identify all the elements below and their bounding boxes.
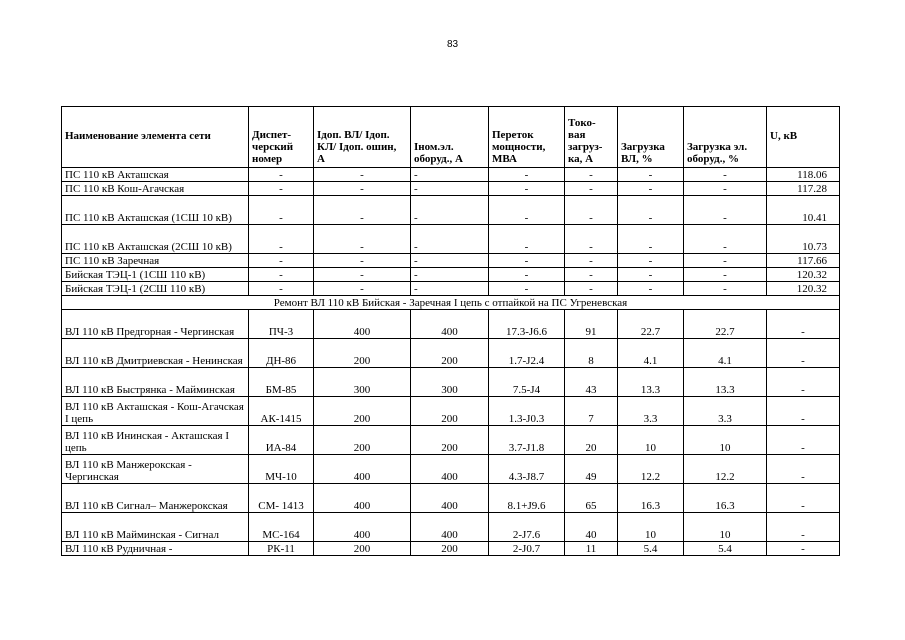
value-cell: -: [618, 182, 684, 196]
section-title-row: [62, 296, 840, 310]
value-cell: -: [684, 282, 767, 296]
power-flow-cell: 2-J0.7: [489, 542, 565, 556]
value-cell: -: [411, 268, 489, 282]
value-cell: -: [249, 282, 314, 296]
value-cell: -: [684, 196, 767, 225]
value-cell: -: [314, 168, 411, 182]
allowed-current-cell: 200: [314, 339, 411, 368]
dispatch-number-cell: РК-11: [249, 542, 314, 556]
table-row: [62, 484, 840, 513]
power-flow-cell: 1.7-J2.4: [489, 339, 565, 368]
value-cell: -: [684, 168, 767, 182]
element-name-cell: ВЛ 110 кВ Рудничная -: [62, 542, 249, 556]
value-cell: -: [618, 225, 684, 254]
equipment-load-cell: 4.1: [684, 339, 767, 368]
current-load-cell: 20: [565, 426, 618, 455]
voltage-cell: -: [767, 513, 840, 542]
table-row: [62, 513, 840, 542]
equipment-load-cell: 22.7: [684, 310, 767, 339]
table-row: [62, 426, 840, 455]
voltage-cell: -: [767, 426, 840, 455]
table-row: [62, 182, 840, 196]
dispatch-number-cell: ДН-86: [249, 339, 314, 368]
current-load-cell: 65: [565, 484, 618, 513]
element-name-cell: ВЛ 110 кВ Сигнал– Манжерокская: [62, 484, 249, 513]
element-name-cell: ВЛ 110 кВ Майминская - Сигнал: [62, 513, 249, 542]
header-equipment-load: Загрузка эл. оборуд., %: [684, 107, 767, 168]
rated-current-cell: 200: [411, 426, 489, 455]
value-cell: -: [249, 196, 314, 225]
table-row: [62, 196, 840, 225]
dispatch-number-cell: ИА-84: [249, 426, 314, 455]
voltage-cell: 10.73: [767, 225, 840, 254]
equipment-load-cell: 12.2: [684, 455, 767, 484]
element-name-cell: ПС 110 кВ Заречная: [62, 254, 249, 268]
equipment-load-cell: 10: [684, 426, 767, 455]
table-row: [62, 310, 840, 339]
element-name-cell: Бийская ТЭЦ-1 (2СШ 110 кВ): [62, 282, 249, 296]
header-voltage: U, кВ: [767, 107, 840, 168]
value-cell: -: [489, 282, 565, 296]
element-name-cell: ВЛ 110 кВ Манжерокская - Чергинская: [62, 455, 249, 484]
voltage-cell: -: [767, 368, 840, 397]
value-cell: -: [618, 168, 684, 182]
table-row: [62, 282, 840, 296]
element-name-cell: ВЛ 110 кВ Предгорная - Чергинская: [62, 310, 249, 339]
power-flow-cell: 17.3-J6.6: [489, 310, 565, 339]
line-load-cell: 16.3: [618, 484, 684, 513]
element-name-cell: ПС 110 кВ Акташская (1СШ 10 кВ): [62, 196, 249, 225]
table-row: [62, 368, 840, 397]
allowed-current-cell: 200: [314, 426, 411, 455]
equipment-load-cell: 10: [684, 513, 767, 542]
header-power-flow: Переток мощности, МВА: [489, 107, 565, 168]
value-cell: -: [489, 168, 565, 182]
header-current-load: Токо- вая загруз- ка, А: [565, 107, 618, 168]
value-cell: -: [249, 254, 314, 268]
element-name-cell: ПС 110 кВ Акташская: [62, 168, 249, 182]
rated-current-cell: 400: [411, 455, 489, 484]
line-load-cell: 4.1: [618, 339, 684, 368]
rated-current-cell: 400: [411, 310, 489, 339]
power-flow-cell: 3.7-J1.8: [489, 426, 565, 455]
table-row: [62, 254, 840, 268]
value-cell: -: [618, 282, 684, 296]
value-cell: -: [489, 182, 565, 196]
value-cell: -: [618, 196, 684, 225]
table-row: [62, 225, 840, 254]
value-cell: -: [411, 168, 489, 182]
dispatch-number-cell: СМ- 1413: [249, 484, 314, 513]
line-load-cell: 12.2: [618, 455, 684, 484]
value-cell: -: [565, 182, 618, 196]
element-name-cell: ВЛ 110 кВ Дмитриевская - Ненинская: [62, 339, 249, 368]
dispatch-number-cell: МЧ-10: [249, 455, 314, 484]
rated-current-cell: 400: [411, 484, 489, 513]
value-cell: -: [249, 182, 314, 196]
voltage-cell: 117.66: [767, 254, 840, 268]
element-name-cell: ПС 110 кВ Акташская (2СШ 10 кВ): [62, 225, 249, 254]
equipment-load-cell: 13.3: [684, 368, 767, 397]
current-load-cell: 11: [565, 542, 618, 556]
allowed-current-cell: 200: [314, 397, 411, 426]
allowed-current-cell: 200: [314, 542, 411, 556]
voltage-cell: 120.32: [767, 282, 840, 296]
header-row: [62, 107, 840, 168]
voltage-cell: -: [767, 339, 840, 368]
table-row: [62, 268, 840, 282]
line-load-cell: 5.4: [618, 542, 684, 556]
allowed-current-cell: 400: [314, 455, 411, 484]
allowed-current-cell: 400: [314, 484, 411, 513]
line-load-cell: 10: [618, 426, 684, 455]
value-cell: -: [489, 225, 565, 254]
value-cell: -: [489, 254, 565, 268]
current-load-cell: 43: [565, 368, 618, 397]
value-cell: -: [314, 182, 411, 196]
value-cell: -: [684, 182, 767, 196]
element-name-cell: ВЛ 110 кВ Быстрянка - Майминская: [62, 368, 249, 397]
value-cell: -: [684, 225, 767, 254]
rated-current-cell: 200: [411, 542, 489, 556]
rated-current-cell: 200: [411, 339, 489, 368]
value-cell: -: [411, 282, 489, 296]
line-load-cell: 13.3: [618, 368, 684, 397]
table-row: [62, 542, 840, 556]
value-cell: -: [565, 196, 618, 225]
page-number: 83: [446, 39, 459, 50]
power-flow-cell: 7.5-J4: [489, 368, 565, 397]
value-cell: -: [249, 268, 314, 282]
value-cell: -: [489, 196, 565, 225]
value-cell: -: [411, 196, 489, 225]
value-cell: -: [314, 225, 411, 254]
header-dispatch-number: Диспет- черский номер: [249, 107, 314, 168]
element-name-cell: Бийская ТЭЦ-1 (1СШ 110 кВ): [62, 268, 249, 282]
dispatch-number-cell: ПЧ-3: [249, 310, 314, 339]
current-load-cell: 40: [565, 513, 618, 542]
voltage-cell: 10.41: [767, 196, 840, 225]
power-flow-cell: 1.3-J0.3: [489, 397, 565, 426]
value-cell: -: [565, 225, 618, 254]
current-load-cell: 49: [565, 455, 618, 484]
voltage-cell: -: [767, 484, 840, 513]
value-cell: -: [565, 254, 618, 268]
rated-current-cell: 400: [411, 513, 489, 542]
voltage-cell: 118.06: [767, 168, 840, 182]
value-cell: -: [565, 282, 618, 296]
voltage-cell: 120.32: [767, 268, 840, 282]
rated-current-cell: 200: [411, 397, 489, 426]
value-cell: -: [411, 182, 489, 196]
section-title: Ремонт ВЛ 110 кВ Бийская - Заречная I цепь с отпайкой на ПС Угреневская: [62, 296, 840, 310]
allowed-current-cell: 400: [314, 513, 411, 542]
value-cell: -: [565, 268, 618, 282]
rated-current-cell: 300: [411, 368, 489, 397]
header-allowed-current: Iдоп. ВЛ/ Iдоп. КЛ/ Iдоп. ошин, А: [314, 107, 411, 168]
value-cell: -: [684, 254, 767, 268]
current-load-cell: 91: [565, 310, 618, 339]
value-cell: -: [565, 168, 618, 182]
voltage-cell: -: [767, 455, 840, 484]
value-cell: -: [314, 268, 411, 282]
element-name-cell: ВЛ 110 кВ Акташская - Кош-Агачская I цепь: [62, 397, 249, 426]
table-row: [62, 455, 840, 484]
equipment-load-cell: 5.4: [684, 542, 767, 556]
value-cell: -: [314, 282, 411, 296]
table-row: [62, 168, 840, 182]
element-name-cell: ПС 110 кВ Кош-Агачская: [62, 182, 249, 196]
value-cell: -: [684, 268, 767, 282]
value-cell: -: [249, 225, 314, 254]
header-element-name: Наименование элемента сети: [62, 107, 249, 168]
value-cell: -: [314, 196, 411, 225]
dispatch-number-cell: БМ-85: [249, 368, 314, 397]
load-flow-table: [61, 106, 840, 556]
value-cell: -: [411, 254, 489, 268]
value-cell: -: [489, 268, 565, 282]
current-load-cell: 7: [565, 397, 618, 426]
allowed-current-cell: 400: [314, 310, 411, 339]
value-cell: -: [618, 254, 684, 268]
allowed-current-cell: 300: [314, 368, 411, 397]
power-flow-cell: 4.3-J8.7: [489, 455, 565, 484]
dispatch-number-cell: МС-164: [249, 513, 314, 542]
voltage-cell: -: [767, 397, 840, 426]
voltage-cell: -: [767, 542, 840, 556]
element-name-cell: ВЛ 110 кВ Ининская - Акташская I цепь: [62, 426, 249, 455]
line-load-cell: 22.7: [618, 310, 684, 339]
power-flow-cell: 8.1+J9.6: [489, 484, 565, 513]
value-cell: -: [249, 168, 314, 182]
table-row: [62, 339, 840, 368]
table-row: [62, 397, 840, 426]
dispatch-number-cell: АК-1415: [249, 397, 314, 426]
current-load-cell: 8: [565, 339, 618, 368]
header-line-load: Загрузка ВЛ, %: [618, 107, 684, 168]
power-flow-cell: 2-J7.6: [489, 513, 565, 542]
voltage-cell: -: [767, 310, 840, 339]
header-rated-current: Iном.эл. оборуд., А: [411, 107, 489, 168]
line-load-cell: 3.3: [618, 397, 684, 426]
value-cell: -: [314, 254, 411, 268]
line-load-cell: 10: [618, 513, 684, 542]
equipment-load-cell: 3.3: [684, 397, 767, 426]
value-cell: -: [411, 225, 489, 254]
equipment-load-cell: 16.3: [684, 484, 767, 513]
value-cell: -: [618, 268, 684, 282]
voltage-cell: 117.28: [767, 182, 840, 196]
